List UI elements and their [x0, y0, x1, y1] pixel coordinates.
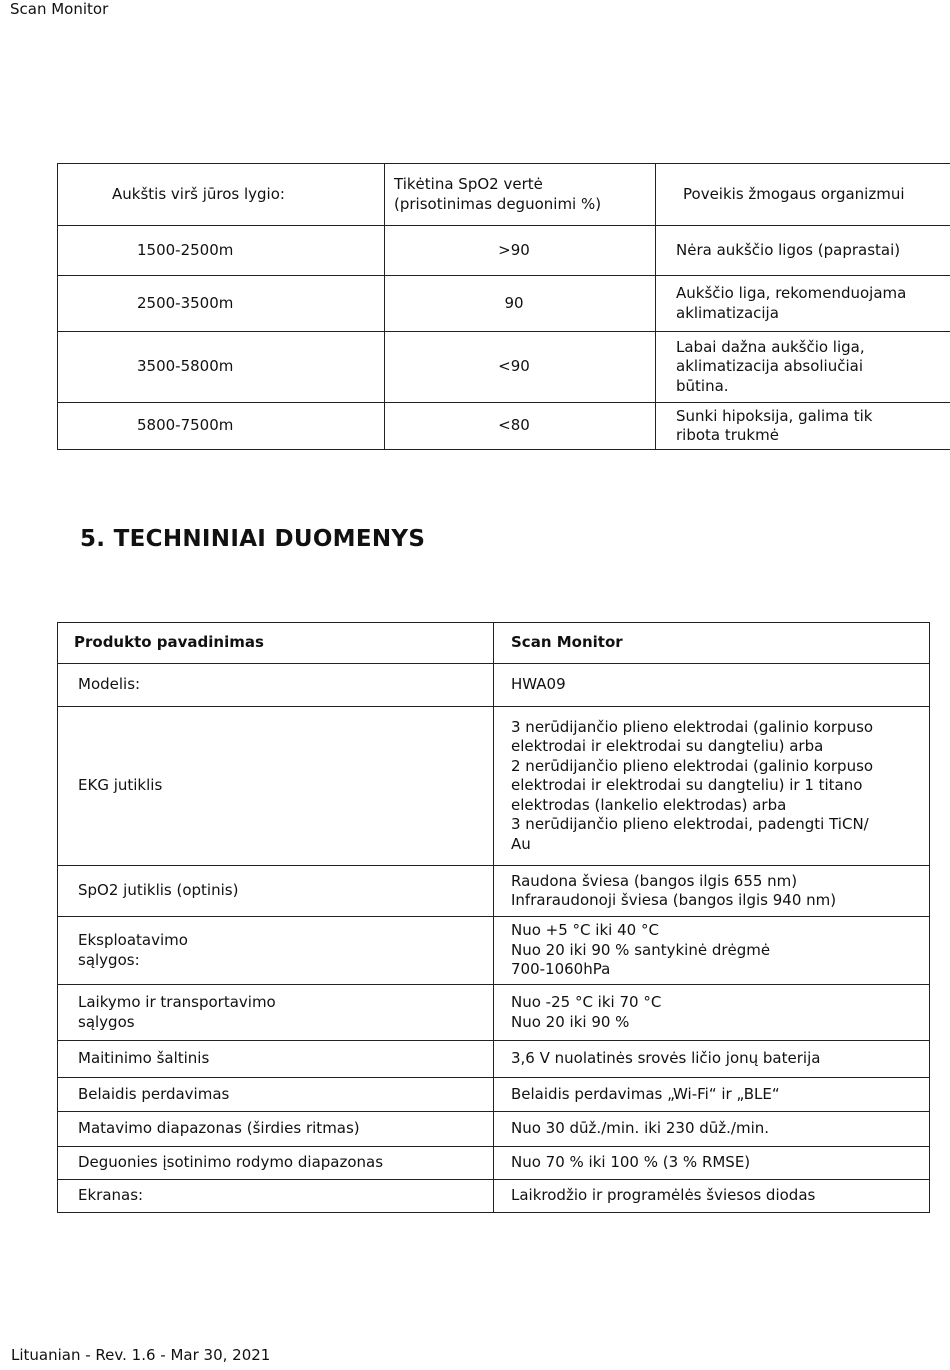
cell-value: Nuo -25 °C iki 70 °C Nuo 20 iki 90 %	[494, 985, 930, 1041]
cell-value: Laikrodžio ir programėlės šviesos diodas	[494, 1180, 930, 1213]
cell-value: Nuo 70 % iki 100 % (3 % RMSE)	[494, 1147, 930, 1180]
cell-effect: Nėra aukščio ligos (paprastai)	[656, 226, 950, 276]
cell-label: EKG jutiklis	[58, 707, 494, 866]
table-row	[58, 403, 950, 450]
cell-value: HWA09	[494, 664, 930, 707]
table-row	[58, 1078, 930, 1112]
cell-altitude: 1500-2500m	[58, 226, 385, 276]
cell-spo2: <80	[385, 403, 656, 450]
cell-value: Nuo 30 dūž./min. iki 230 dūž./min.	[494, 1112, 930, 1147]
cell-label: Ekranas:	[58, 1180, 494, 1213]
cell-effect: Sunki hipoksija, galima tik ribota trukmė	[656, 403, 950, 450]
section-title: 5. TECHNINIAI DUOMENYS	[80, 526, 426, 552]
table-row	[58, 1112, 930, 1147]
table-row	[58, 1041, 930, 1078]
cell-altitude: 3500-5800m	[58, 332, 385, 403]
cell-label: Maitinimo šaltinis	[58, 1041, 494, 1078]
table-row	[58, 1180, 930, 1213]
cell-altitude: 2500-3500m	[58, 276, 385, 332]
table-row	[58, 276, 950, 332]
cell-label: Matavimo diapazonas (širdies ritmas)	[58, 1112, 494, 1147]
cell-value: Belaidis perdavimas „Wi-Fi“ ir „BLE“	[494, 1078, 930, 1112]
cell-value: 3,6 V nuolatinės srovės ličio jonų baterija	[494, 1041, 930, 1078]
cell-spo2: <90	[385, 332, 656, 403]
cell-spo2: 90	[385, 276, 656, 332]
table-row	[58, 917, 930, 985]
cell-label: Produkto pavadinimas	[58, 623, 494, 664]
table-row	[58, 664, 930, 707]
cell-spo2: >90	[385, 226, 656, 276]
cell-value: Raudona šviesa (bangos ilgis 655 nm) Infraraudonoji šviesa (bangos ilgis 940 nm)	[494, 866, 930, 917]
table-row	[58, 866, 930, 917]
cell-label: Deguonies įsotinimo rodymo diapazonas	[58, 1147, 494, 1180]
cell-label: Modelis:	[58, 664, 494, 707]
cell-value: Nuo +5 °C iki 40 °C Nuo 20 iki 90 % santykinė drėgmė 700-1060hPa	[494, 917, 930, 985]
table-header-row	[58, 164, 950, 226]
table-row	[58, 985, 930, 1041]
cell-label: Belaidis perdavimas	[58, 1078, 494, 1112]
technical-data-table	[57, 622, 930, 1213]
page-header-title: Scan Monitor	[10, 0, 109, 18]
header-altitude: Aukštis virš jūros lygio:	[58, 164, 385, 226]
table-row	[58, 332, 950, 403]
cell-value: Scan Monitor	[494, 623, 930, 664]
header-expected-spo2: Tikėtina SpO2 vertė (prisotinimas deguonimi %)	[385, 164, 656, 226]
header-effect: Poveikis žmogaus organizmui	[656, 164, 950, 226]
cell-value: 3 nerūdijančio plieno elektrodai (galinio korpuso elektrodai ir elektrodai su dangteliu) arba 2 nerūdijančio plieno elektrodai (galinio korpuso elektrodai ir elektrodai su dangteliu) ir 1 titano elektrodas (lankelio elektrodas) arba 3 nerūdijančio plieno elektrodai, padengti TiCN/ Au	[494, 707, 930, 866]
cell-label: Eksploatavimo sąlygos:	[58, 917, 494, 985]
altitude-spo2-table	[57, 163, 950, 450]
cell-label: SpO2 jutiklis (optinis)	[58, 866, 494, 917]
table-row	[58, 226, 950, 276]
table-header-row	[58, 623, 930, 664]
cell-label: Laikymo ir transportavimo sąlygos	[58, 985, 494, 1041]
table-row	[58, 707, 930, 866]
page-footer: Lituanian - Rev. 1.6 - Mar 30, 2021	[11, 1346, 271, 1364]
cell-effect: Labai dažna aukščio liga, aklimatizacija absoliučiai būtina.	[656, 332, 950, 403]
cell-altitude: 5800-7500m	[58, 403, 385, 450]
table-row	[58, 1147, 930, 1180]
cell-effect: Aukščio liga, rekomenduojama aklimatizacija	[656, 276, 950, 332]
